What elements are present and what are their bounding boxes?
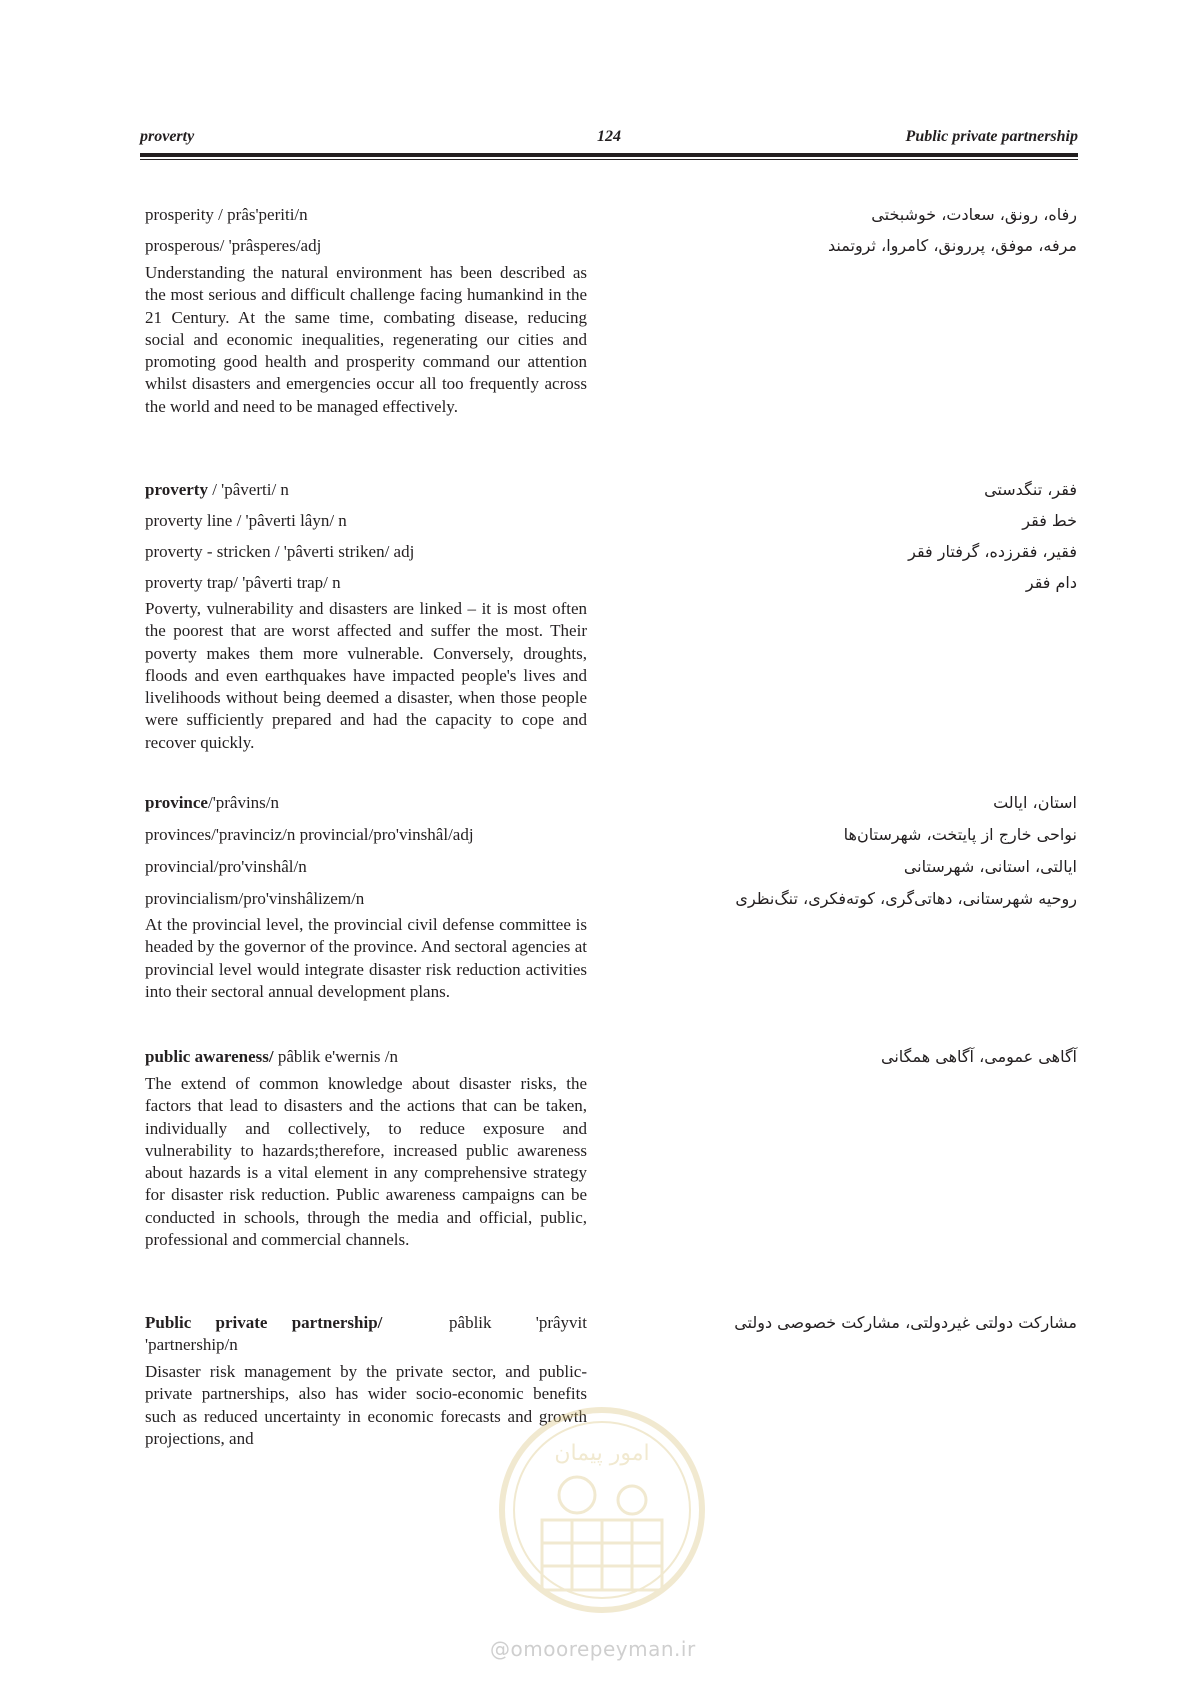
watermark-brand: @omoorepeyman.ir xyxy=(490,1637,696,1661)
entry-provincial: provincial/pro'vinshâl/n xyxy=(145,857,307,876)
entry-proverty-trap: proverty trap/ 'pâverti trap/ n xyxy=(145,573,341,592)
watermark-logo xyxy=(492,1400,712,1620)
entry-public-awareness-fa: آگاهی عمومی، آگاهی همگانی xyxy=(881,1047,1077,1066)
header-rule-thick xyxy=(140,153,1078,157)
header-rule-thin xyxy=(140,159,1078,160)
watermark-logo-text: امور پیمان xyxy=(554,1441,650,1466)
entry-prosperous-fa: مرفه، موفق، پررونق، کامروا، ثروتمند xyxy=(828,236,1077,255)
entry-proverty-stricken-fa: فقیر، فقرزده، گرفتار فقر xyxy=(908,542,1077,561)
entry-public-private-partnership: Public private partnership/ pâblik 'prâyvit 'partnership/n xyxy=(145,1313,587,1354)
entry-provincial-fa: ایالتی، استانی، شهرستانی xyxy=(903,857,1077,876)
entry-provincialism: provincialism/pro'vinshâlizem/n xyxy=(145,889,365,908)
entry-proverty-stricken: proverty - stricken / 'pâverti striken/ adj xyxy=(145,542,415,561)
entry-proverty: proverty / 'pâverti/ n xyxy=(145,480,289,499)
entry-proverty-line: proverty line / 'pâverti lâyn/ n xyxy=(145,511,347,530)
entry-proverty-trap-fa: دام فقر xyxy=(1025,573,1077,592)
entry-prosperity-fa: رفاه، رونق، سعادت، خوشبختی xyxy=(871,205,1077,224)
entry-provinces: provinces/'pravinciz/n provincial/pro'vinshâl/adj xyxy=(145,825,474,844)
entry-public-awareness: public awareness/ pâblik e'wernis /n xyxy=(145,1047,399,1066)
paragraph-prosperity: Understanding the natural environment has been described as the most serious and difficult challenge facing humankind in the 21 Century. At the same time, combating disease, reducing social and economic inequalities, regenerating our cities and promoting good health and prosperity command our attention whilst disasters and emergencies occur all too frequently across the world and need to be managed effectively. xyxy=(145,263,587,416)
paragraph-province: At the provincial level, the provincial civil defense committee is headed by the governor of the province. And sectoral agencies at provincial level would integrate disaster risk reduction activities into their sectoral annual development plans. xyxy=(145,915,587,1001)
entry-public-private-partnership-fa: مشارکت دولتی غیردولتی، مشارکت خصوصی دولتی xyxy=(734,1313,1077,1332)
header-left-term: proverty xyxy=(140,128,195,145)
entry-proverty-line-fa: خط فقر xyxy=(1022,511,1077,530)
page-number: 124 xyxy=(597,128,621,145)
entry-province: province/'prâvins/n xyxy=(145,793,280,812)
entry-provinces-fa: نواحی خارج از پایتخت، شهرستان‌ها xyxy=(843,825,1077,844)
entry-province-fa: استان، ایالت xyxy=(993,793,1077,812)
header-right-term: Public private partnership xyxy=(905,128,1078,145)
running-header xyxy=(140,128,1078,152)
entry-provincialism-fa: روحیه شهرستانی، دهاتی‌گری، کوته‌فکری، تنگ‌نظری xyxy=(735,889,1077,908)
entry-continuation: 'partnership/n xyxy=(145,1335,238,1354)
paragraph-proverty: Poverty, vulnerability and disasters are linked – it is most often the poorest that are worst affected and suffer the most. Their poverty makes them more vulnerable. Conversely, droughts, floods and even earthquakes have impacted people's lives and livelihoods without being deemed a disaster, when those people were sufficiently prepared and had the capacity to cope and recover quickly. xyxy=(145,599,587,752)
entry-prosperity: prosperity / prâs'periti/n xyxy=(145,205,308,224)
entry-prosperous: prosperous/ 'prâsperes/adj xyxy=(145,236,322,255)
paragraph-public-awareness: The extend of common knowledge about disaster risks, the factors that lead to disasters and the actions that can be taken, individually and collectively, to reduce exposure and vulnerability to hazards;therefore, increased public awareness about hazards is a vital element in any comprehensive strategy for disaster risk reduction. Public awareness campaigns can be conducted in schools, through the media and official, public, professional and commercial channels. xyxy=(145,1074,587,1250)
entry-proverty-fa: فقر، تنگدستی xyxy=(984,480,1077,499)
paragraph-public-private-partnership: Disaster risk management by the private sector, and public-private partnerships, also has wider socio-economic benefits such as reduced uncertainty in economic forecasts and growth projections, and xyxy=(145,1362,587,1448)
